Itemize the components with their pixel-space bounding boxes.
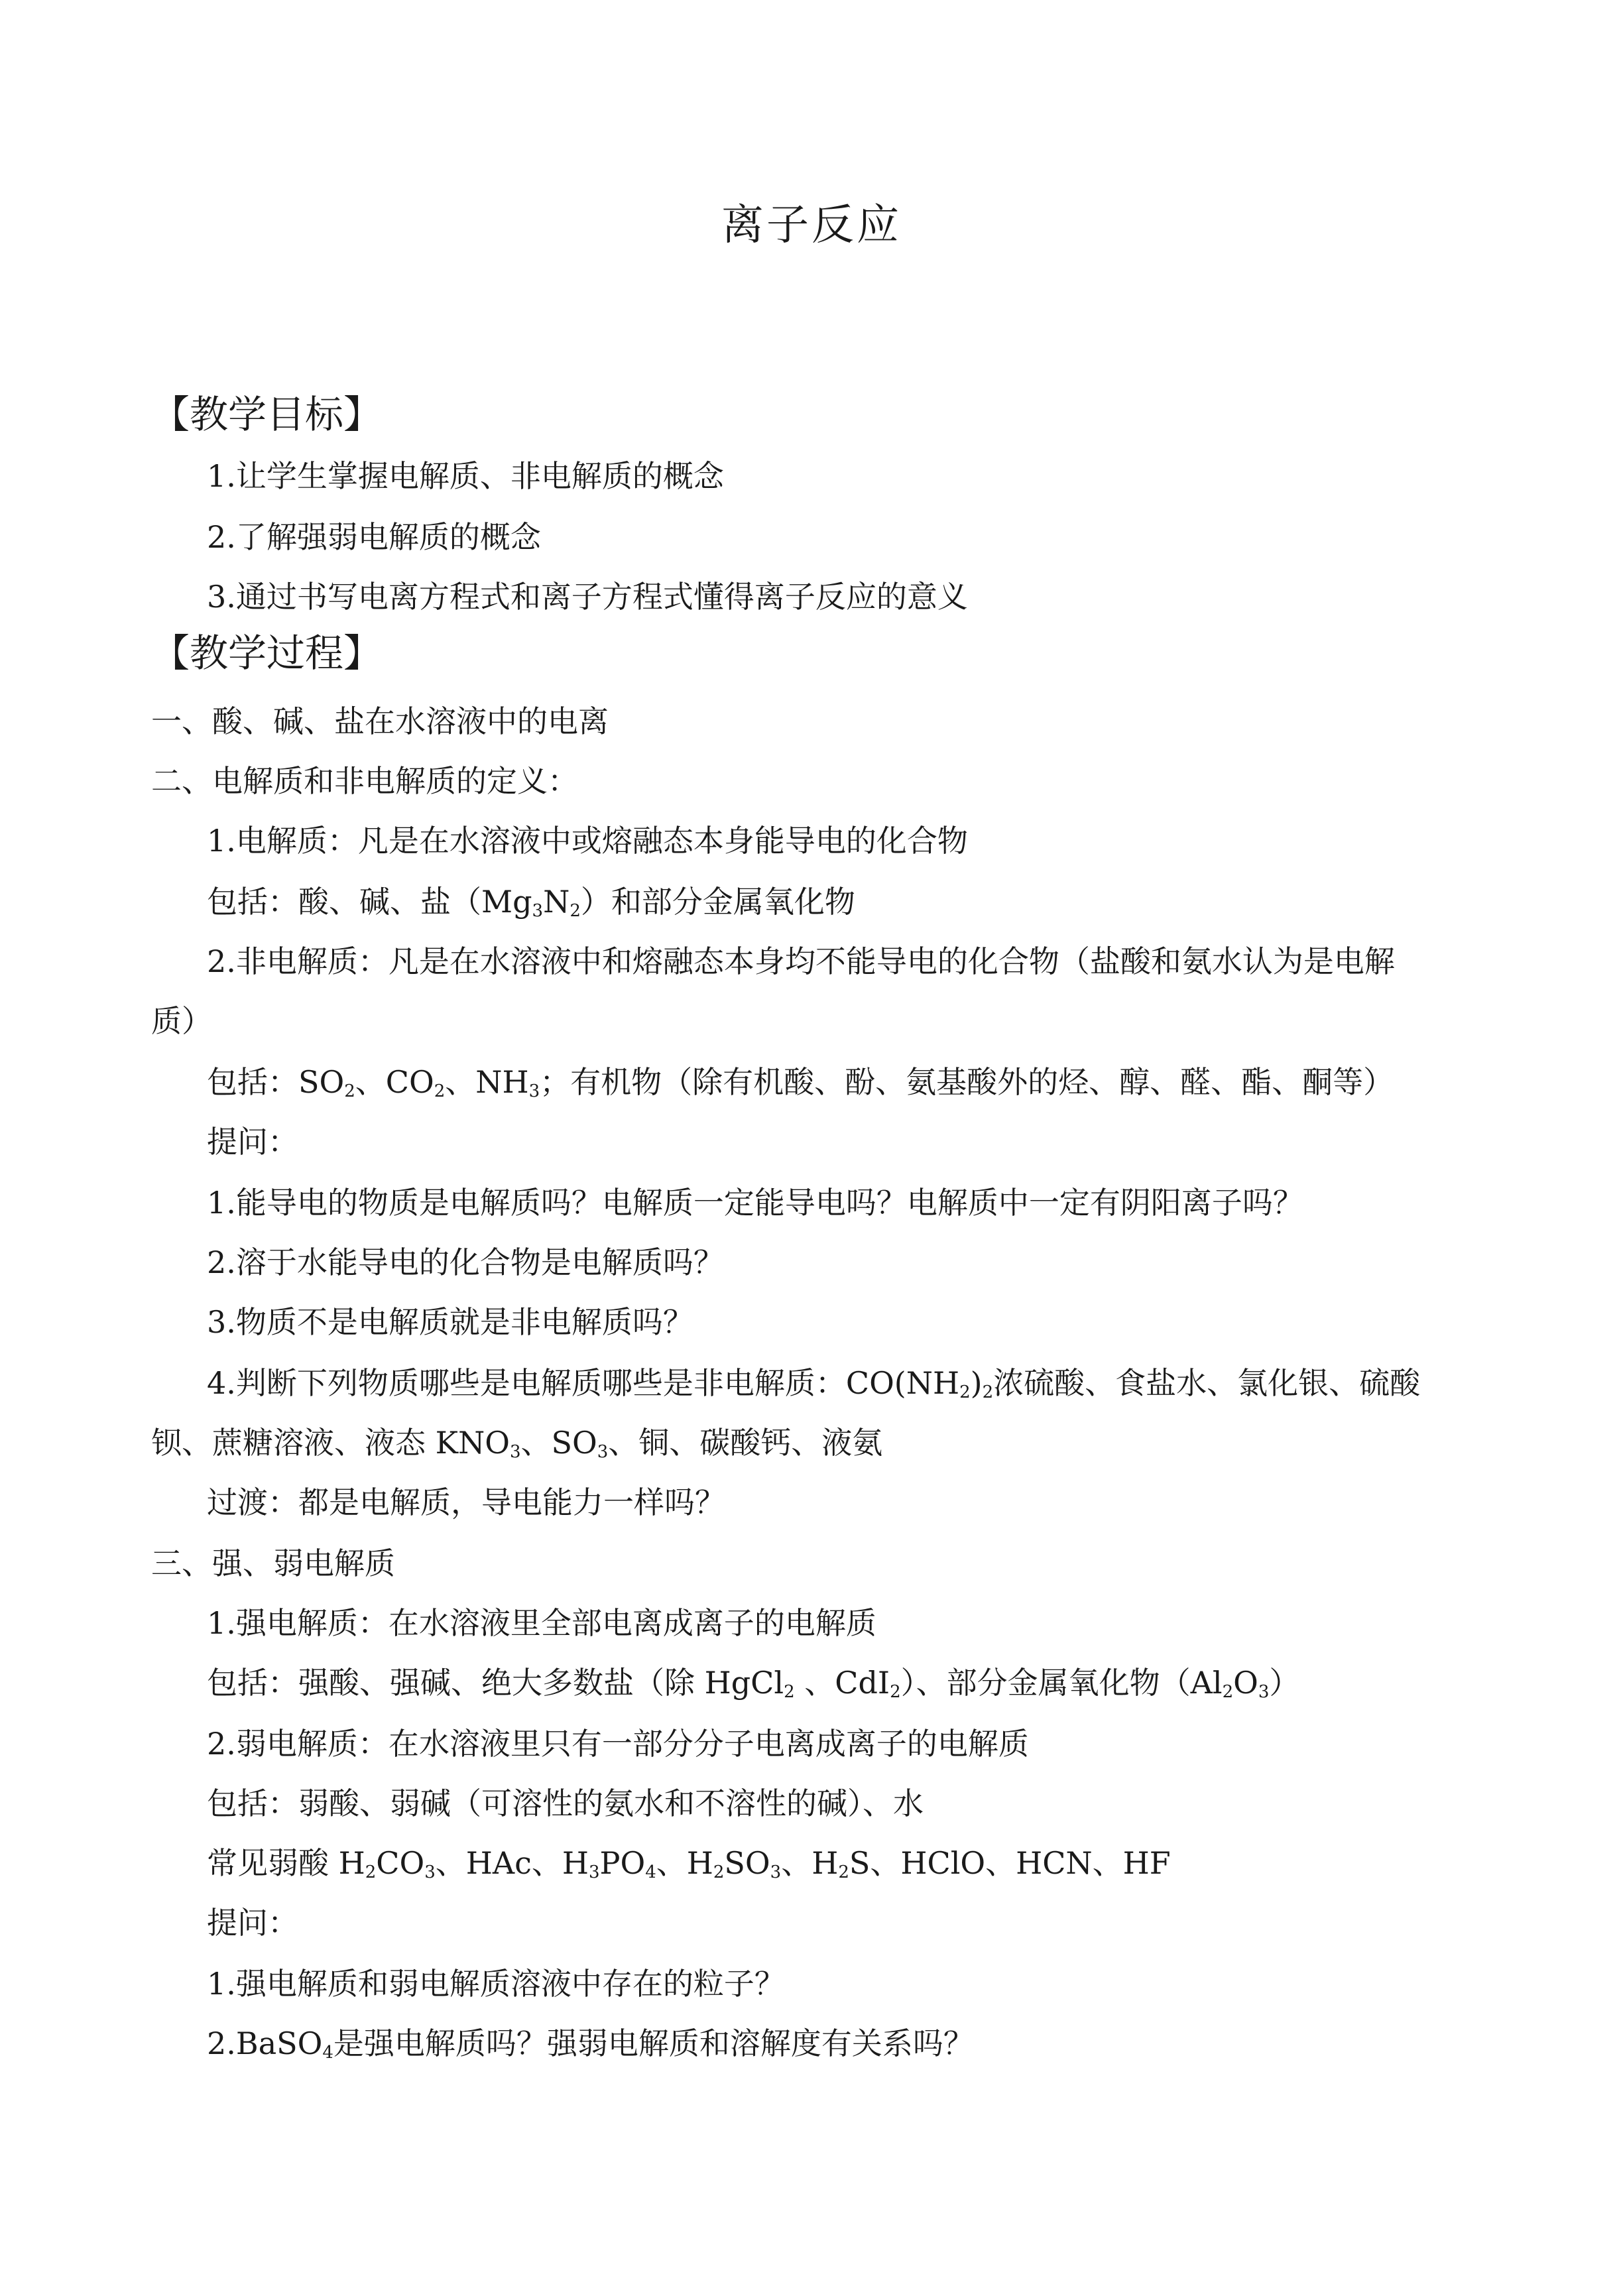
text-run: ；有机物（除有机酸、酚、氨基酸外的烃、醇、醛、酯、酮等） (540, 1064, 1394, 1100)
text-run: SO (724, 1845, 770, 1881)
text-run: O (1233, 1665, 1258, 1701)
paragraph (207, 1843, 1171, 1883)
paragraph: 三、强、弱电解质 (151, 1545, 395, 1581)
text-run: 浓硫酸、食盐水、氯化银、硫酸 (993, 1365, 1421, 1401)
text-run: 、HAc、H (435, 1845, 589, 1881)
paragraph: 2.弱电解质：在水溶液里只有一部分分子电离成离子的电解质 (207, 1726, 1029, 1762)
text-run: 包括：强酸、强碱、绝大多数盐（除 HgCl (207, 1665, 784, 1701)
text-run: 、H (656, 1845, 713, 1881)
text-run: 是强电解质吗？强弱电解质和溶解度有关系吗？ (333, 2025, 974, 2061)
subscript: 4 (322, 2043, 333, 2063)
question: 2.溶于水能导电的化合物是电解质吗？ (207, 1244, 724, 1280)
text-run: 钡、蔗糖溶液、液态 KNO (151, 1425, 510, 1461)
subscript: 2 (890, 1682, 901, 1702)
subscript: 2 (713, 1862, 725, 1882)
text-run: N (543, 884, 570, 920)
text-run: PO (599, 1845, 646, 1881)
paragraph: 1.电解质：凡是在水溶液中或熔融态本身能导电的化合物 (207, 823, 968, 859)
question: 1.强电解质和弱电解质溶液中存在的粒子？ (207, 1966, 785, 2002)
goal-item: 3.通过书写电离方程式和离子方程式懂得离子反应的意义 (207, 579, 968, 615)
subscript: 3 (588, 1862, 600, 1882)
text-run: 2.BaSO (207, 2025, 323, 2061)
subscript: 4 (645, 1862, 656, 1882)
text-run: 、CO (355, 1064, 434, 1100)
subscript: 3 (532, 901, 544, 921)
paragraph: 提问： (207, 1124, 298, 1160)
text-run: 包括：酸、碱、盐（Mg (207, 884, 532, 920)
text-run: ) (970, 1365, 983, 1401)
subscript: 3 (770, 1862, 782, 1882)
paragraph: 1.强电解质：在水溶液里全部电离成离子的电解质 (207, 1605, 876, 1641)
paragraph: 质） (151, 1003, 212, 1039)
paragraph: 2.非电解质：凡是在水溶液中和熔融态本身均不能导电的化合物（盐酸和氨水认为是电解 (207, 943, 1395, 979)
subscript: 2 (365, 1862, 377, 1882)
paragraph: 一、酸、碱、盐在水溶液中的电离 (151, 703, 609, 739)
subscript: 3 (424, 1862, 436, 1882)
text-run: 、NH (445, 1064, 529, 1100)
subscript: 2 (1222, 1682, 1234, 1702)
text-run: CO (376, 1845, 425, 1881)
text-run: S、HClO、HCN、HF (849, 1845, 1171, 1881)
text-run: 常见弱酸 H (207, 1845, 365, 1881)
subscript: 3 (528, 1081, 540, 1101)
question (207, 1363, 1420, 1403)
paragraph (207, 882, 855, 922)
subscript: 2 (959, 1382, 971, 1402)
goal-item: 1.让学生掌握电解质、非电解质的概念 (207, 458, 724, 494)
page-title: 离子反应 (721, 201, 902, 250)
subscript: 2 (344, 1081, 355, 1101)
subscript: 3 (509, 1442, 521, 1462)
text-run: ） (1269, 1665, 1300, 1701)
question: 1.能导电的物质是电解质吗？电解质一定能导电吗？电解质中一定有阴阳离子吗？ (207, 1185, 1303, 1221)
question (207, 2024, 974, 2063)
subscript: 2 (784, 1682, 795, 1702)
question: 3.物质不是电解质就是非电解质吗？ (207, 1304, 693, 1340)
paragraph: 过渡：都是电解质，导电能力一样吗？ (207, 1484, 725, 1520)
section-heading-process: 【教学过程】 (151, 631, 383, 676)
subscript: 2 (434, 1081, 446, 1101)
subscript: 2 (982, 1382, 994, 1402)
text-run: 、CdI (794, 1665, 890, 1701)
subscript: 3 (597, 1442, 609, 1462)
paragraph (207, 1663, 1299, 1703)
goal-item: 2.了解强弱电解质的概念 (207, 519, 541, 555)
subscript: 2 (838, 1862, 849, 1882)
subscript: 2 (570, 901, 581, 921)
paragraph: 提问： (207, 1905, 298, 1941)
text-run: ）、部分金属氧化物（Al (900, 1665, 1223, 1701)
text-run: 、铜、碳酸钙、液氨 (608, 1425, 883, 1461)
paragraph: 二、电解质和非电解质的定义： (151, 763, 578, 799)
paragraph: 包括：弱酸、弱碱（可溶性的氨水和不溶性的碱）、水 (207, 1785, 924, 1821)
text-run: 、SO (520, 1425, 597, 1461)
section-heading-goals: 【教学目标】 (151, 392, 383, 437)
subscript: 3 (1258, 1682, 1270, 1702)
text-run: ）和部分金属氧化物 (580, 884, 855, 920)
question (151, 1423, 882, 1463)
text-run: 、H (781, 1845, 839, 1881)
paragraph (207, 1062, 1394, 1102)
text-run: 4.判断下列物质哪些是电解质哪些是非电解质：CO(NH (207, 1365, 960, 1401)
text-run: 包括：SO (207, 1064, 345, 1100)
